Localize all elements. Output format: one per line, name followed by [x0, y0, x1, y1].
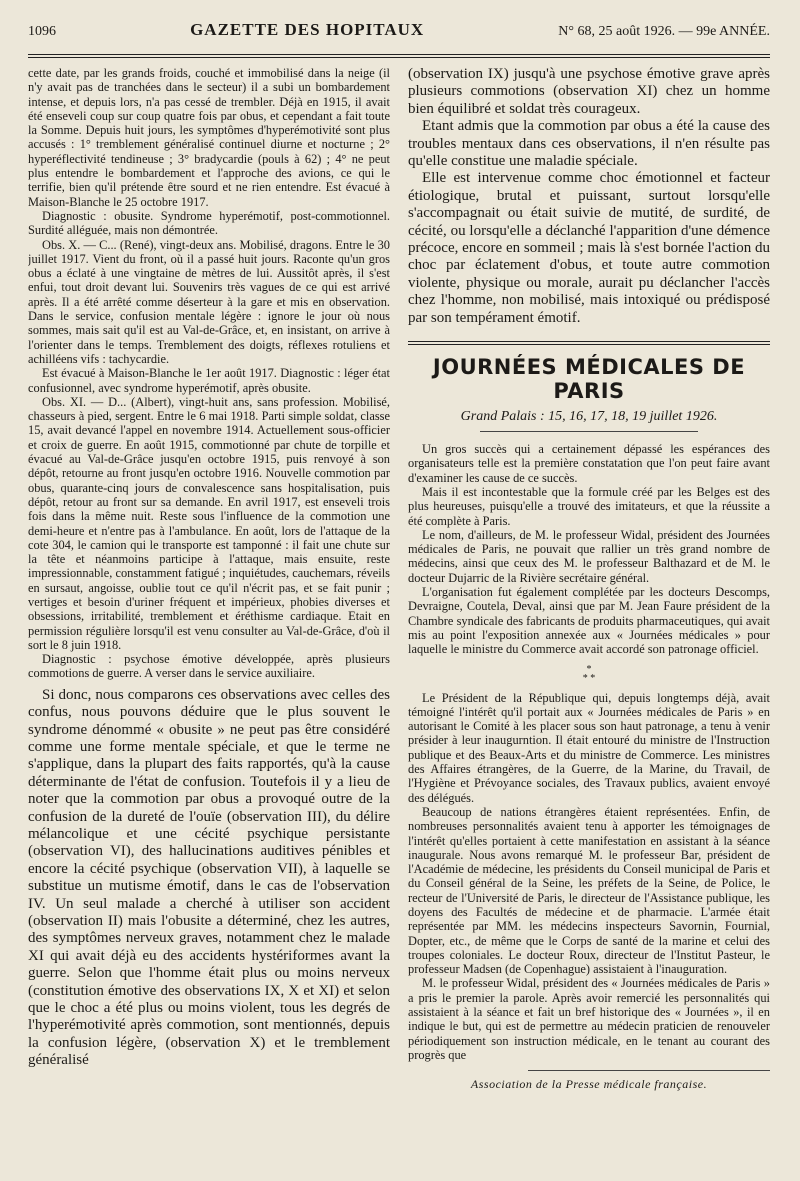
- footer-rule: [528, 1070, 770, 1071]
- page-number: 1096: [28, 24, 56, 39]
- issue-info: N° 68, 25 août 1926. — 99e ANNÉE.: [558, 24, 770, 39]
- section-subtitle: Grand Palais : 15, 16, 17, 18, 19 juillet 1926.: [460, 409, 718, 425]
- paragraph: Un gros succès qui a certainement dépassé les espérances des organisateurs telle est la première constatation que l'on peut faire avant d'examiner les cause de ce succès.: [408, 442, 770, 485]
- footer-credit: Association de la Presse médicale française.: [470, 1077, 708, 1092]
- paragraph: Diagnostic : psychose émotive développée, après plusieurs commotions de guerre. A verser dans le service auxiliaire.: [28, 652, 390, 681]
- paragraph: Obs. XI. — D... (Albert), vingt-huit ans, sans profession. Mobilisé, chasseurs à pied, sergent. Entre le 6 mai 1918. Parti simple soldat, classe 15, avait devancé l'appel en novembre 1914. Actuellement sous-officier et croix de guerre. En août 1915, commotionné par chute de torpille et évacué au Val-de-Grâce jusqu'en octobre 1915, puis renvoyé à son dépôt, retourne au front jusqu'en octobre 1916. Nouvelle commotion par obus, quarante-cinq jours de convalescence sans hospitalisation, puis dépôt, retour au front sur sa demande. En avril 1917, est enseveli trois fois dans la même nuit. Reste sous l'influence de la commotion une demi-heure et n'entre pas à l'ambulance. En août, lors de l'attaque de la cote 304, le camion qui le transporte est tamponné : il fait une chute sur la tête et néanmoins participe à l'attaque, mais ensuite, reste impressionnable, constamment fatigué ; inquiétudes, cauchemars, réveils en sursaut, angoisse, oublie tout ce qu'il n'écrit pas, et se fait punir ; vertiges et besoin d'uriner fréquent et impérieux, phobies diverses et obsessions, irritabilité, tremblement et éréthisme cardiaque. Etait en permission régulière lorsqu'il est venu consulter au Val-de-Grâce, d'où il sort le 8 juin 1918.: [28, 394, 390, 652]
- journal-title: GAZETTE DES HOPITAUX: [190, 20, 425, 39]
- discussion-text: [28, 687, 390, 1070]
- article-intro: [408, 442, 770, 656]
- paragraph: L'organisation fut également complétée par les docteurs Descomps, Devraigne, Coutela, Deval, ainsi que par M. Jean Faure président de la Chambre syndicale des fabricants de produits pharmaceutiques, qui avait mis au point l'exposition annexée aux « Journées médicales » pour laquelle le ministre du Commerce avait accordé son patronage officiel.: [408, 585, 770, 657]
- paragraph: cette date, par les grands froids, couché et immobilisé dans la neige (il n'y avait pas de tranchées dans le secteur) il a subi un bombardement intense, et depuis lors, n'a pas cessé de trembler. Déjà en 1915, il avait été enseveli coup sur coup quatre fois par obus, et cependant a fait toute la Somme. Depuis huit jours, les symptômes d'hyperémotivité sont plus accusés : 1° tremblement généralisé continuel diurne et nocturne ; 2° hyperéflectivité tendineuse ; 3° bradycardie (pouls à 62) ; 4° ne peut plus entendre le bombardement et l'approche des avions, ce qui le terrifie, bien qu'il prétende être sourd et ne rien entendre. Est évacué à Maison-Blanche le 25 octobre 1917.: [28, 66, 390, 209]
- subtitle-rule: [480, 431, 697, 432]
- right-column: [408, 66, 770, 1092]
- case-observations: [28, 66, 390, 681]
- page-header: [28, 20, 770, 46]
- paragraph: Est évacué à Maison-Blanche le 1er août 1917. Diagnostic : léger état confusionnel, avec syndrome hyperémotif, après obusite.: [28, 366, 390, 395]
- paragraph: (observation IX) jusqu'à une psychose émotive grave après plusieurs commotions (observation XI) chez un homme bien équilibré et soldat très courageux.: [408, 66, 770, 117]
- asterism-separator: * * *: [582, 663, 596, 684]
- paragraph: Le nom, d'ailleurs, de M. le professeur Widal, président des Journées médicales de Paris, ne pouvait que rallier un très grand nombre de médecins, ainsi que ceux des M. le professeur Balthazard et de M. le docteur Dujarric de la Rivière secrétaire général.: [408, 527, 770, 585]
- article-body: [408, 691, 770, 1063]
- section-title: JOURNÉES MÉDICALES DE PARIS: [432, 355, 746, 404]
- paragraph: Si donc, nous comparons ces observations avec celles des confus, nous pouvons déduire que le plus souvent le syndrome dénommé « obusite » ne peut pas être considéré comme une forme mentale spéciale, et que le terme ne s'applique, dans la plupart des faits rapportés, qu'à la cause déterminante de l'état de confusion. Toutefois il y a lieu de noter que la commotion par obus a provoqué outre de la confusion de la dureté de l'ouïe (observation III), du délire mélancolique et une cécité psychique persistante (observation VI), des hallucinations auditives pénibles et encore la cécité psychique (observation VII), à laquelle se substitue un mutisme émotif, dans le cas de l'observation IV. Un seul malade a cherché à utiliser son accident (observation II) mais l'obusite a déterminé, chez les autres, des symptômes nerveux graves, notamment chez le malade XI qui avait déjà eu des accidents hystériformes avant la guerre. Selon que l'homme était plus ou moins nerveux (constitution émotive des observations IX, X et XI) et selon que le choc a été plus ou moins violent, tous les degrés de l'hyperémotivité après commotion, sont mentionnés, depuis la confusion légère, (observation X) et le tremblement généralisé: [28, 686, 390, 1069]
- left-column: [28, 66, 390, 1092]
- paragraph: Elle est intervenue comme choc émotionnel et facteur étiologique, brutal et puissant, surtout lorsqu'elle s'accompagnait ou était suivie de mutité, de surdité, de cécité, ou lorsqu'elle a déclanché l'apparition d'une démence précoce, encore en sommeil ; mais là s'est bornée l'action du choc par éclatement d'obus, et toute autre commotion violente, physique ou morale, aurait pu déclancher l'accès chez l'homme, non mobilisé, mais intoxiqué ou prédisposé par son tempérament émotif.: [408, 170, 770, 326]
- header-rule: [28, 54, 770, 58]
- section-divider: [408, 341, 770, 345]
- paragraph: Beaucoup de nations étrangères étaient représentées. Enfin, de nombreuses personnalités avaient tenu à apporter les témoignages de l'intérêt qu'elles portaient à cette manifestation en assistant à la séance inaugurale. Nous avons remarqué M. le professeur Bar, président de l'Académie de médecine, les présidents du Conseil municipal de Paris et du Conseil général de la Seine, les préfets de la Seine, de Police, le recteur de l'Université de Paris, le directeur de l'Assistance publique, les doyens des Facultés de médecine et de pharmacie. L'armée était représentée par MM. les médecins inspecteurs Savornin, Fournial, Dopter, etc., de même que le Corps de santé de la marine et celui des troupes coloniales. Le docteur Roux, directeur de l'Institut Pasteur, le professeur Madsen (de Copenhague) assistaient à l'inauguration.: [408, 804, 770, 977]
- paragraph: Diagnostic : obusite. Syndrome hyperémotif, post-commotionnel. Surdité alléguée, mais non démontrée.: [28, 208, 390, 238]
- paragraph: M. le professeur Widal, président des « Journées médicales de Paris » a pris le premier la parole. Après avoir remercié les personnalités qui assistaient à la séance et fait un bref historique des « Journées », il en indique le but, qui est de permettre au médecin praticien de renouveler périodiquement son instruction médicale, en le tenant au courant des progrès que: [408, 976, 770, 1062]
- paragraph: Le Président de la République qui, depuis longtemps déjà, avait témoigné l'intérêt qu'il portait aux « Journées médicales de Paris » en autorisant le Comité à les placer sous son haut patronage, a tenu à venir présider à leur inaugurntion. Il était entouré du ministre de l'Instruction publique et des Beaux-Arts et du ministre de Commerce. Les ministres des Affaires étrangères, de la Guerre, de la Marine, du Travail, de l'Hygiène et Prévoyance sociales, des Travaux publics, avaient envoyé des délégués.: [408, 690, 770, 805]
- paragraph: Mais il est incontestable que la formule créé par les Belges est des plus heureuses, puisqu'elle a trouvé des imitateurs, et que la réussite a été complète à Paris.: [408, 484, 770, 528]
- conclusion-text: [408, 66, 770, 327]
- two-column-body: [28, 66, 770, 1092]
- paragraph: Etant admis que la commotion par obus a été la cause des troubles mentaux dans ces observations, il n'en résulte pas qu'elle constitue une maladie spéciale.: [408, 118, 770, 170]
- paragraph: Obs. X. — C... (René), vingt-deux ans. Mobilisé, dragons. Entre le 30 juillet 1917. Vient du front, où il a passé huit jours. Raconte qu'un gros obus a éclaté à une vingtaine de mètres de lui. Aussitôt après, il s'est enfui, tout droit devant lui. Souvenirs très vagues de ce qui est arrivé après. Il a été arrêté comme déserteur à la gare et mis en observation. Dans le service, confusion mentale légère : ignore le jour où nous sommes, mais sait qu'il est au Val-de-Grâce, et, en insistant, on arrive à l'orienter dans le temps. Tremblement des doigts, réflexes rotuliens et achilléens vifs : tachycardie.: [28, 237, 390, 366]
